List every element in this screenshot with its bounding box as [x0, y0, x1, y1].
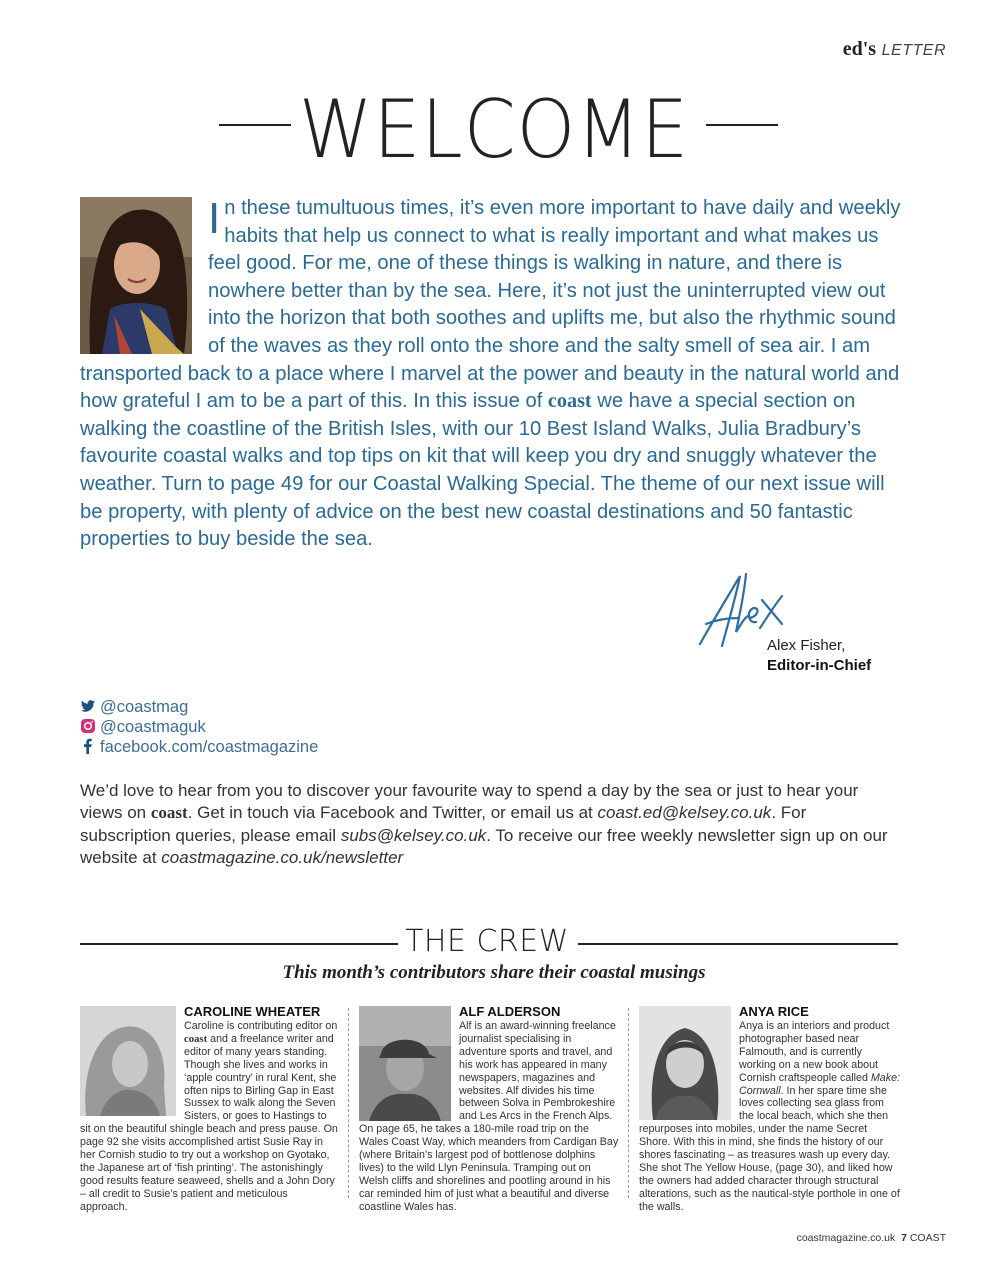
- alf-photo: [359, 1006, 451, 1121]
- footer-magazine: COAST: [909, 1232, 946, 1244]
- contact-text-3: . For subscription queries, please email: [80, 803, 807, 845]
- facebook-icon: [80, 738, 96, 754]
- section-tag: [843, 38, 946, 61]
- caroline-bio-brand: coast: [184, 1032, 208, 1045]
- page-title: WELCOME: [298, 83, 690, 176]
- anya-bio-2: . In her spare time she loves collecting sea glass from the local beach, which she then repurposes into mobiles, under the name Secret Shore. With this in mind, she finds the history of our shores fascinating – as treasures wash up every day. She shot The Yellow House, (page 30), and liked how the owners had added character through structural alterations, such as the nautical-style porthole in one of the walls.: [639, 1084, 900, 1213]
- contact-text-2: . Get in touch via Facebook and Twitter, or email us at: [187, 803, 593, 823]
- anya-photo: [639, 1006, 731, 1120]
- editor-name: Alex Fisher,: [767, 637, 846, 654]
- section-tag-letter: LETTER: [881, 42, 946, 59]
- footer-site: coastmagazine.co.uk: [796, 1232, 896, 1244]
- crew-title: THE CREW: [405, 924, 569, 959]
- contact-text-4: . To receive our free weekly newsletter sign up on our website at: [80, 825, 888, 868]
- caroline-name: CAROLINE WHEATER: [184, 1004, 321, 1019]
- intro-text-part2: we have a special section on walking the coastline of the British Isles, with our 10 Best Island Walks, Julia Bradbury’s favourite coastal walks and top tips on kit that will keep you dry and snuggly whatever the weather. Turn to page 49 for our Coastal Walking Special. The theme of our next issue will be property, with plenty of advice on the best new coastal destinations and 50 fantastic properties to buy beside the sea.: [80, 390, 885, 551]
- alf-name: ALF ALDERSON: [459, 1004, 561, 1019]
- caroline-bio-1: Caroline is contributing editor on: [184, 1020, 338, 1032]
- intro-paragraph: [80, 195, 910, 554]
- column-divider: [348, 1008, 349, 1198]
- contributor-caroline: [80, 1004, 338, 1214]
- instagram-icon: [80, 718, 96, 734]
- caroline-bio-2: and a freelance writer and editor of many years standing. Though she lives and works in ‘apple country’ in rural Kent, she often nips to Birling Gap in East Sussex to walk along the Seven Sisters, or goes to Hastings to sit on the beautiful shingle beach and press pause. On page 92 she visits accomplished artist Susie Ray in her Cornish studio to try out a workshop on Gyotako, the Japanese art of ‘fish printing’. The astonishingly good results feature seaweed, shells and a John Dory – all credit to Susie’s patient and meticulous approach.: [80, 1032, 338, 1213]
- editor-role: Editor-in-Chief: [767, 657, 872, 674]
- social-instagram[interactable]: [80, 717, 206, 737]
- crew-subtitle: This month’s contributors share their coastal musings: [282, 962, 706, 983]
- intro-text-part1: n these tumultuous times, it’s even more important to have daily and weekly habits that help us connect to what is really important and what makes us feel good. For me, one of these things is walking in nature, and there is nowhere better than by the sea. Here, it’s not just the uninterrupted view out into the horizon that both soothes and uplifts me, but also the rhythmic sound of the waves as they roll onto the shore and the salty smell of sea air. I am transported back to a place where I marvel at the power and beauty in the natural world and how grateful I am to be a part of this. In this issue of: [80, 197, 901, 413]
- instagram-handle: @coastmaguk: [100, 718, 206, 736]
- caroline-photo: [80, 1006, 176, 1116]
- page-footer: [797, 1232, 946, 1244]
- drop-cap: I: [208, 194, 221, 243]
- section-tag-eds: ed's: [842, 38, 877, 60]
- crew-rule-right: [578, 943, 898, 945]
- contributor-alf: [359, 1004, 621, 1214]
- contact-text-1: We’d love to hear from you to discover your favourite way to spend a day by the sea or just to hear your views on: [80, 781, 859, 823]
- editor-email-link[interactable]: coast.ed@kelsey.co.uk: [597, 803, 772, 823]
- title-block: [0, 83, 988, 178]
- facebook-url: facebook.com/coastmagazine: [100, 738, 319, 756]
- page-number: 7: [901, 1232, 907, 1244]
- column-divider: [628, 1008, 629, 1198]
- anya-bio-1: Anya is an interiors and product photographer based near Falmouth, and is currently working on a new book about Cornish craftspeople called: [739, 1020, 890, 1084]
- twitter-icon: [80, 698, 96, 714]
- intro-brand: coast: [547, 390, 592, 413]
- alf-bio: Alf is an award-winning freelance journalist specialising in adventure sports and travel, and his work has appeared in many newspapers, magazines and websites. Alf divides his time between Solva in Pembrokeshire and Les Arcs in the French Alps. On page 65, he takes a 180-mile road trip on the Wales Coast Way, which meanders from Cardigan Bay (where Britain’s largest pod of bottlenose dolphins lives) to the wild Llyn Peninsula. Tramping out on Welsh cliffs and shorelines and pootling around in his car reminded him of just what a beautiful and diverse coastline Wales has.: [359, 1020, 619, 1213]
- twitter-handle: @coastmag: [100, 698, 189, 716]
- subs-email-link[interactable]: subs@kelsey.co.uk: [340, 825, 487, 845]
- anya-name: ANYA RICE: [739, 1004, 809, 1019]
- contributor-anya: [639, 1004, 901, 1214]
- social-twitter[interactable]: [80, 697, 188, 717]
- contact-brand: coast: [150, 803, 188, 823]
- anya-bio-book: Make: Cornwall: [739, 1071, 901, 1097]
- crew-rule-left: [80, 943, 398, 945]
- contact-paragraph: [80, 780, 900, 870]
- title-rule-right: [706, 124, 778, 126]
- newsletter-link[interactable]: coastmagazine.co.uk/newsletter: [161, 848, 404, 868]
- social-facebook[interactable]: [80, 737, 318, 757]
